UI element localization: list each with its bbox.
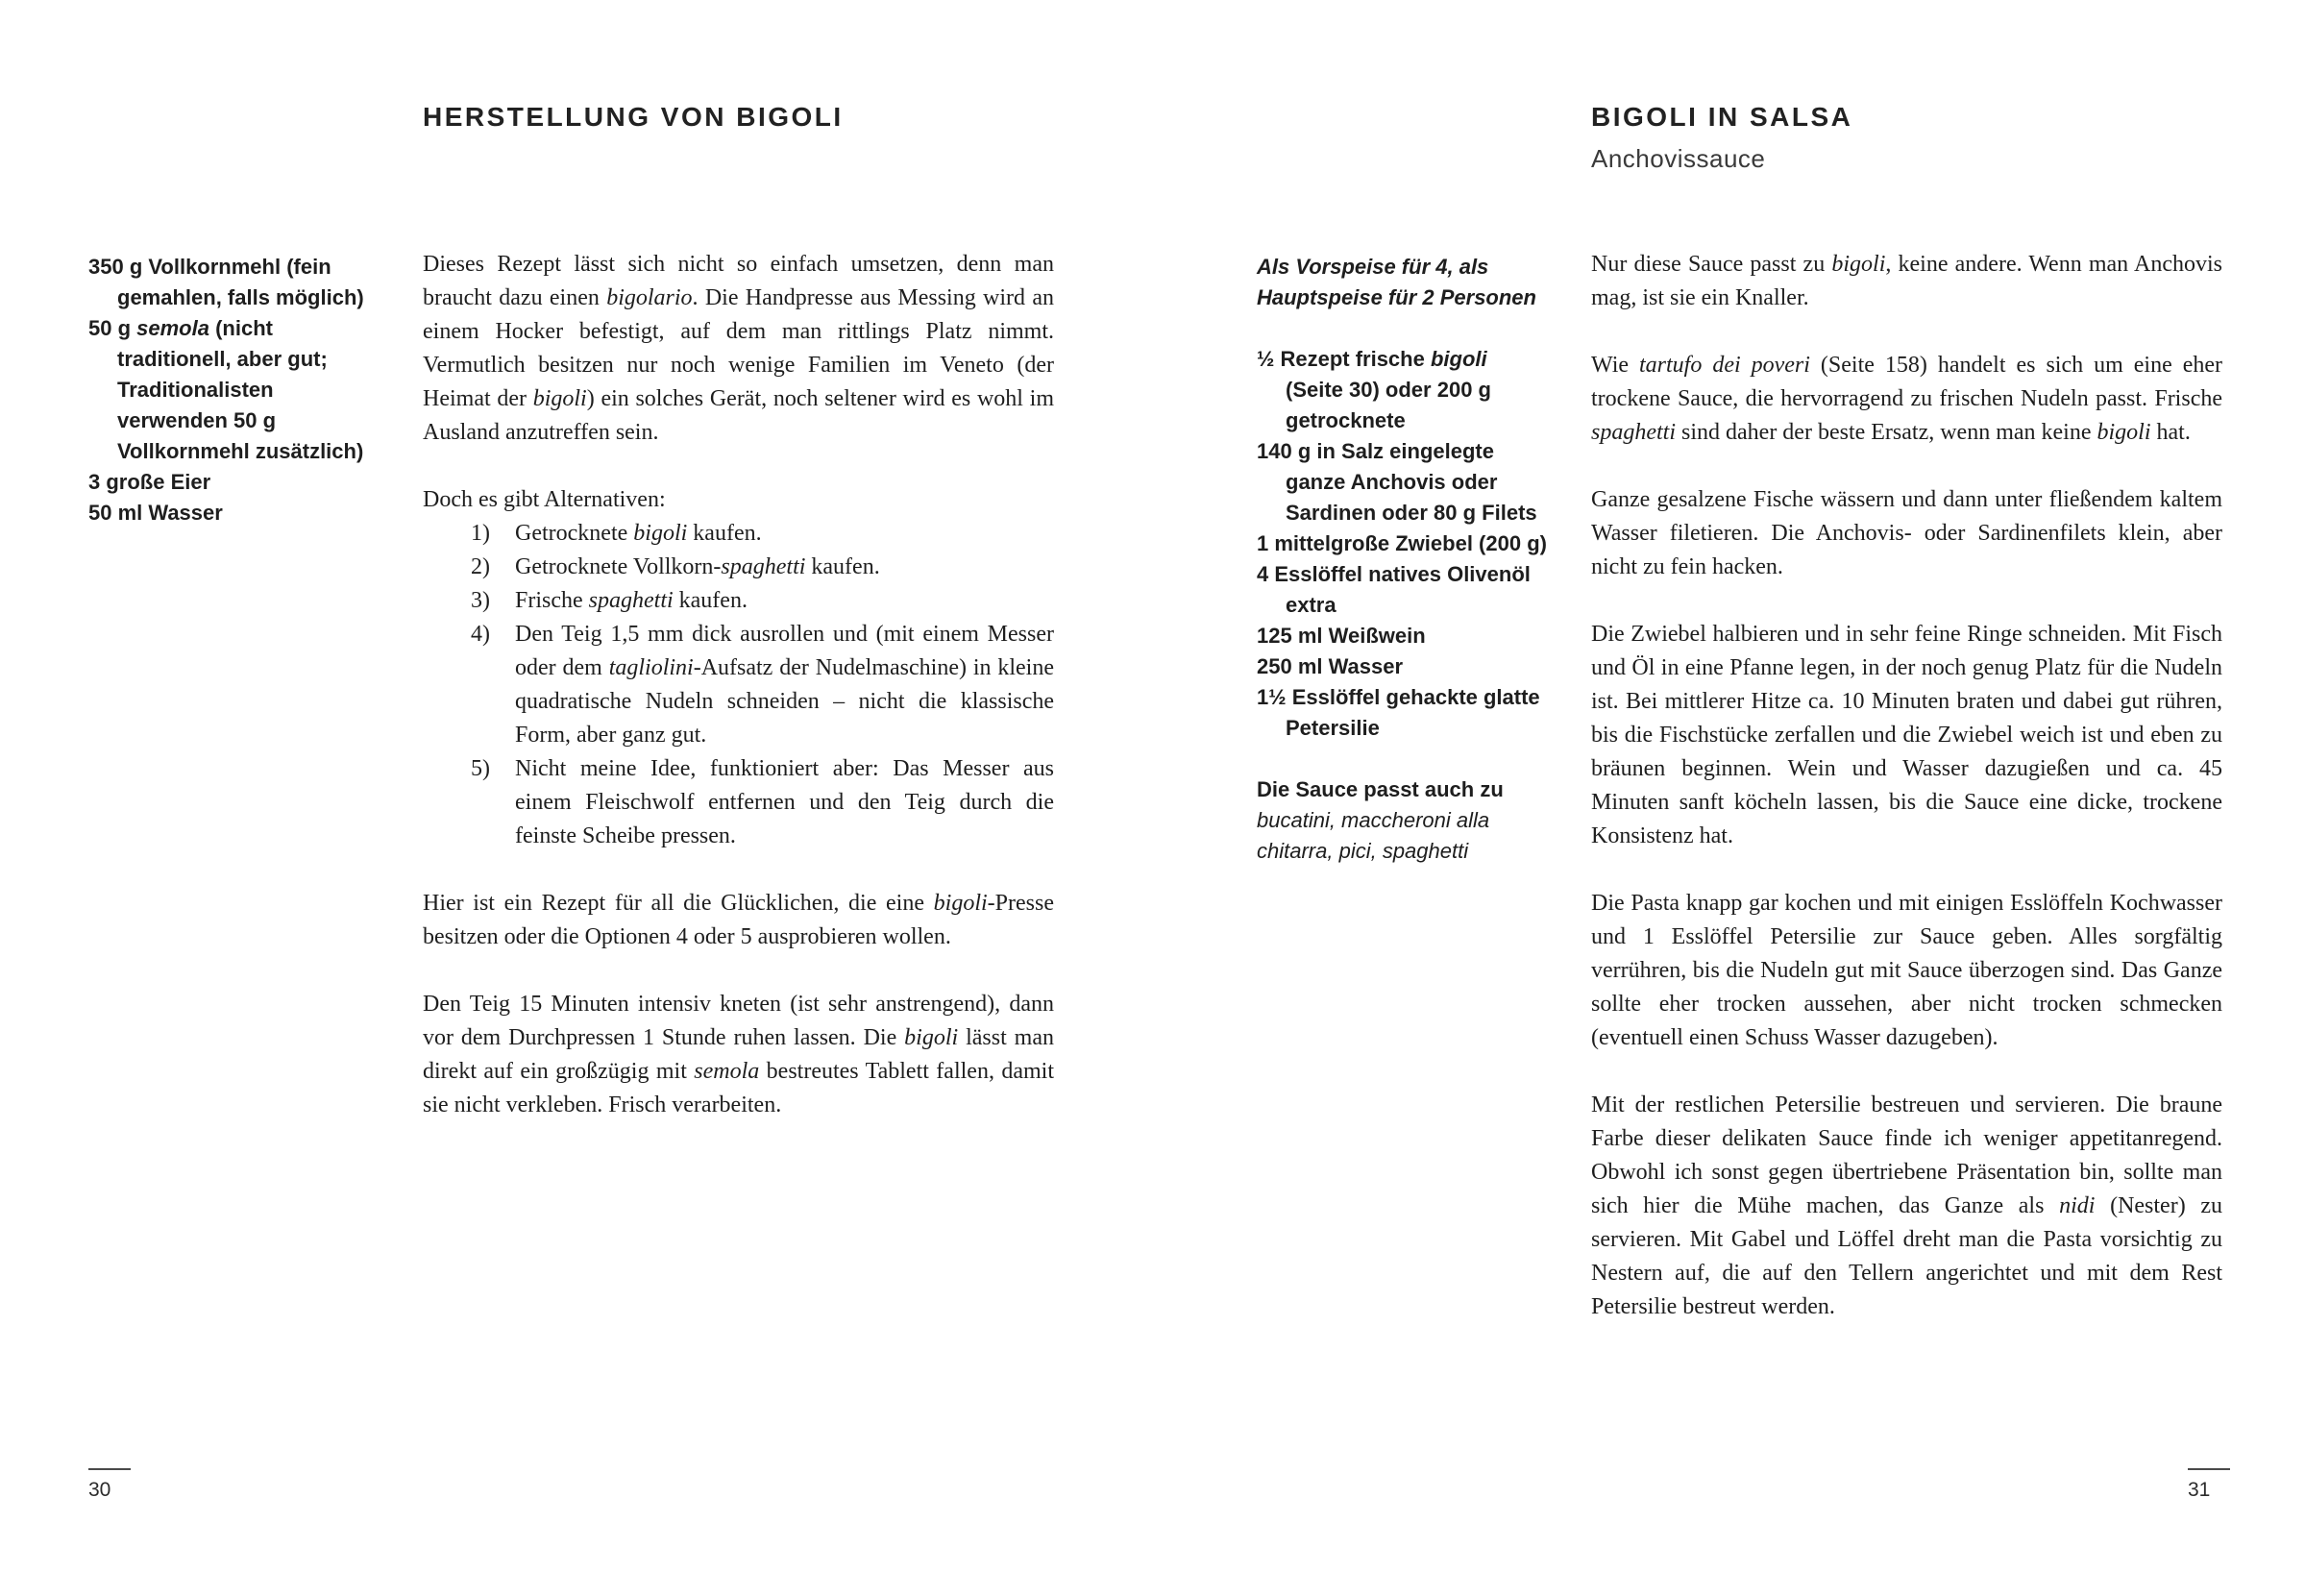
list-item-text: Getrocknete Vollkorn-spaghetti kaufen. <box>515 554 880 579</box>
paragraph: Mit der restlichen Petersilie bestreuen und servieren. Die braune Farbe dieser delikaten Sauce finde ich weniger appetitanregend. Obwohl ich sonst gegen übertriebene Präsentation bin, sollte man sich hier die Mühe machen, das Ganze als nidi (Nester) zu servieren. Mit Gabel und Löffel dreht man die Pasta vorsichtig zu Nestern auf, die auf den Tellern angerichtet und mit dem Rest Petersilie bestreut werden. <box>1591 1093 2222 1319</box>
list-item-text: Den Teig 1,5 mm dick ausrollen und (mit einem Messer oder dem tagliolini-Aufsatz der Nudelmaschine) in kleine quadratische Nudeln schneiden – nicht die klassische Form, aber ganz gut. <box>515 622 1054 748</box>
ingredient-item: 50 ml Wasser <box>88 501 223 525</box>
alternatives-list <box>423 517 1054 853</box>
ingredient-item: 125 ml Weißwein <box>1257 624 1426 648</box>
list-item <box>423 618 1054 752</box>
right-page-subtitle: Anchovissauce <box>1591 144 1766 173</box>
ingredient-item: 4 Esslöffel natives Olivenöl extra <box>1257 562 1531 617</box>
ingredient-item: 50 g semola (nicht traditionell, aber gut; Traditionalisten verwenden 50 g Vollkornmehl zusätzlich) <box>88 316 364 463</box>
ingredient-item: 1 mittelgroße Zwiebel (200 g) <box>1257 531 1547 555</box>
ingredient-item: 1½ Esslöffel gehackte glatte Petersilie <box>1257 685 1540 740</box>
page-number-text: 31 <box>2188 1479 2211 1501</box>
right-page-title: BIGOLI IN SALSA <box>1591 102 1853 132</box>
list-item-number: 2) <box>471 554 490 579</box>
page-number-left <box>88 1468 133 1502</box>
paragraph: Hier ist ein Rezept für all die Glücklichen, die eine bigoli-Presse besitzen oder die Optionen 4 oder 5 ausprobieren wollen. <box>423 891 1054 949</box>
pairing-heading: Die Sauce passt auch zu <box>1257 777 1504 801</box>
pairing-text: bucatini, maccheroni alla chitarra, pici, spaghetti <box>1257 808 1490 863</box>
paragraph: Dieses Rezept lässt sich nicht so einfach umsetzen, denn man braucht dazu einen bigolario. Die Handpresse aus Messing wird an einem Hocker befestigt, auf dem man rittlings Platz nimmt. Vermutlich besitzen nur noch wenige Familien im Veneto (der Heimat der bigoli) ein solches Gerät, noch seltener wird es wohl im Ausland anzutreffen sein. <box>423 252 1054 445</box>
page-number-right <box>2188 1468 2232 1502</box>
ingredient-item: 250 ml Wasser <box>1257 654 1404 678</box>
serving-note: Als Vorspeise für 4, als Hauptspeise für 2 Personen <box>1257 255 1536 309</box>
paragraph: Die Pasta knapp gar kochen und mit einigen Esslöffeln Kochwasser und 1 Esslöffel Petersilie zur Sauce geben. Alles sorgfältig verrühren, bis die Nudeln gut mit Sauce überzogen sind. Das Ganze sollte eher trocken aussehen, aber nicht trocken schmecken (eventuell einen Schuss Wasser dazugeben). <box>1591 891 2222 1050</box>
alternatives-intro: Doch es gibt Alternativen: <box>423 487 666 512</box>
paragraph: Die Zwiebel halbieren und in sehr feine Ringe schneiden. Mit Fisch und Öl in eine Pfanne legen, in der noch genug Platz für die Nudeln ist. Bei mittlerer Hitze ca. 10 Minuten braten und dabei gut rühren, bis die Fischstücke zerfallen und die Zwiebel weich ist und eben zu bräunen beginnen. Wein und Wasser dazugießen und ca. 45 Minuten sanft köcheln lassen, bis die Sauce eine dicke, trockene Konsistenz hat. <box>1591 622 2222 848</box>
list-item <box>423 584 1054 618</box>
ingredient-item: ½ Rezept frische bigoli (Seite 30) oder 200 g getrocknete <box>1257 347 1491 432</box>
list-item <box>423 752 1054 853</box>
pairing-note <box>1257 774 1550 867</box>
list-item-text: Frische spaghetti kaufen. <box>515 588 748 613</box>
paragraph: Ganze gesalzene Fische wässern und dann unter fließendem kaltem Wasser filetieren. Die Anchovis- oder Sardinenfilets klein, aber nicht zu fein hacken. <box>1591 487 2222 579</box>
list-item <box>423 551 1054 584</box>
ingredient-item: 350 g Vollkornmehl (fein gemahlen, falls möglich) <box>88 255 364 309</box>
left-ingredients-list <box>88 252 377 528</box>
page-number-rule <box>2188 1468 2230 1470</box>
list-item-number: 3) <box>471 588 490 613</box>
list-item <box>423 517 1054 551</box>
list-item-number: 4) <box>471 622 490 647</box>
page-number-rule <box>88 1468 131 1470</box>
list-item-text: Nicht meine Idee, funktioniert aber: Das Messer aus einem Fleischwolf entfernen und den Teig durch die feinste Scheibe pressen. <box>515 756 1054 848</box>
page-number-text: 30 <box>88 1479 111 1501</box>
right-ingredients-list <box>1257 252 1550 867</box>
left-main-text <box>423 248 1054 1122</box>
ingredient-item: 140 g in Salz eingelegte ganze Anchovis oder Sardinen oder 80 g Filets <box>1257 439 1537 525</box>
ingredient-item: 3 große Eier <box>88 470 211 494</box>
paragraph: Nur diese Sauce passt zu bigoli, keine andere. Wenn man Anchovis mag, ist sie ein Knaller. <box>1591 252 2222 310</box>
right-main-text <box>1591 248 2222 1324</box>
list-item-number: 5) <box>471 756 490 781</box>
list-item-text: Getrocknete bigoli kaufen. <box>515 521 762 546</box>
left-page-title: HERSTELLUNG VON BIGOLI <box>423 102 844 132</box>
list-item-number: 1) <box>471 521 490 546</box>
paragraph: Den Teig 15 Minuten intensiv kneten (ist sehr anstrengend), dann vor dem Durchpressen 1 Stunde ruhen lassen. Die bigoli lässt man direkt auf ein großzügig mit semola bestreutes Tablett fallen, damit sie nicht verkleben. Frisch verarbeiten. <box>423 992 1054 1117</box>
paragraph: Wie tartufo dei poveri (Seite 158) handelt es sich um eine eher trockene Sauce, die hervorragend zu frischen Nudeln passt. Frische spaghetti sind daher der beste Ersatz, wenn man keine bigoli hat. <box>1591 353 2223 445</box>
ingredients-group <box>1257 344 1550 744</box>
